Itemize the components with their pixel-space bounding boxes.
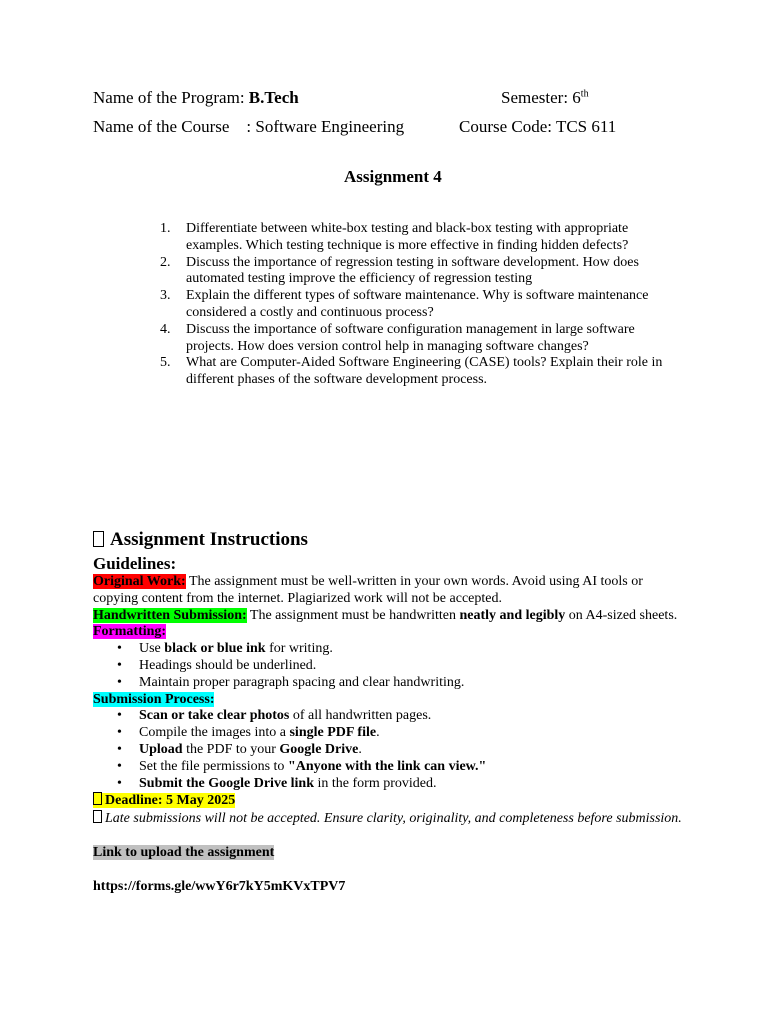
formatting-label: Formatting: — [93, 624, 167, 640]
list-item: • Headings should be underlined. — [93, 658, 683, 675]
list-item: 3. Explain the different types of software maintenance. Why is software maintenance considered a costly and continuous process? — [160, 288, 649, 320]
semester-label: Semester: 6 — [501, 88, 581, 107]
original-work-para: Original Work: The assignment must be well-written in your own words. Avoid using AI tools or copying content from the internet. Plagiarized work will not be accepted. — [93, 574, 643, 606]
upload-link[interactable]: https://forms.gle/wwY6r7kY5mKVxTPV7 — [93, 878, 346, 894]
submission-label: Submission Process: — [93, 691, 215, 707]
late-note: Late submissions will not be accepted. Ensure clarity, originality, and completeness before submission. — [93, 810, 683, 828]
course-line — [93, 117, 404, 137]
guidelines-heading: Guidelines: — [93, 554, 177, 573]
semester-line — [501, 88, 589, 108]
list-item: 4. Discuss the importance of software configuration management in large software projects. How does version control help in managing software changes? — [160, 321, 635, 354]
program-line — [93, 88, 299, 108]
list-item: • Submit the Google Drive link in the form provided. — [93, 776, 683, 793]
handwritten-label: Handwritten Submission: — [93, 607, 247, 623]
list-item: 5. What are Computer-Aided Software Engineering (CASE) tools? Explain their role in different phases of the software development process. — [160, 355, 663, 388]
list-item: • Upload the PDF to your Google Drive. — [93, 742, 683, 759]
program-value: B.Tech — [248, 88, 299, 107]
course-code: Course Code: TCS 611 — [459, 117, 617, 136]
list-item: 2. Discuss the importance of regression testing in software development. How does automated testing improve the efficiency of regression testing — [160, 254, 639, 287]
page-title: Assignment 4 — [344, 167, 442, 186]
list-item: • Scan or take clear photos of all handwritten pages. — [93, 708, 683, 725]
list-item: • Use black or blue ink for writing. — [93, 641, 683, 658]
instructions-heading: Assignment Instructions — [93, 528, 683, 552]
list-item: • Compile the images into a single PDF file. — [93, 725, 683, 742]
semester-sup: th — [580, 88, 589, 100]
handwritten-para: Handwritten Submission: The assignment must be handwritten neatly and legibly on A4-sized sheets. — [93, 607, 678, 623]
deadline: Deadline: 5 May 2025 — [93, 792, 683, 810]
list-item: 1. Differentiate between white-box testing and black-box testing with appropriate examples. Which testing technique is more effective in finding hidden defects? — [160, 221, 629, 253]
missing-glyph-icon — [93, 810, 102, 823]
list-item: • Set the file permissions to "Anyone with the link can view." — [93, 759, 683, 776]
instructions-section — [93, 528, 683, 896]
question-list — [160, 221, 680, 389]
course-value: Software Engineering — [255, 117, 405, 136]
upload-link-label: Link to upload the assignment — [93, 844, 275, 860]
course-label: Name of the Course : — [93, 117, 256, 136]
list-item: • Maintain proper paragraph spacing and clear handwriting. — [93, 675, 683, 692]
submission-list — [93, 708, 683, 792]
program-label: Name of the Program: — [93, 88, 249, 107]
original-work-label: Original Work: — [93, 574, 186, 589]
formatting-list — [93, 641, 683, 691]
missing-glyph-icon — [93, 531, 104, 547]
missing-glyph-icon — [93, 792, 102, 805]
